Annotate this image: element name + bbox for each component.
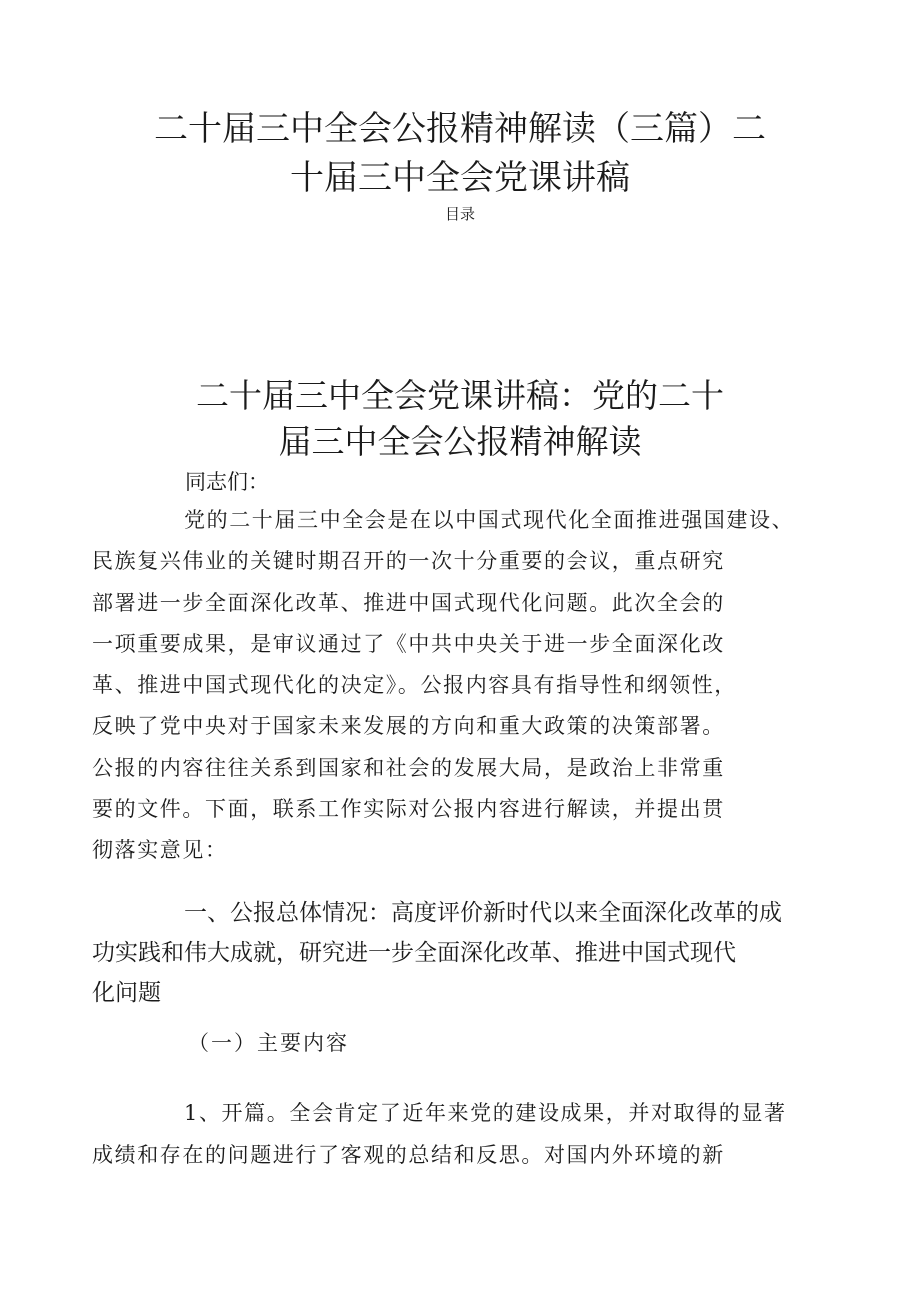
- document-title: [120, 105, 800, 203]
- paragraph-line: 彻落实意见：: [92, 838, 228, 863]
- heading-line: 化问题: [92, 980, 161, 1006]
- paragraph-line: 成绩和存在的问题进行了客观的总结和反思。对国内外环境的新: [92, 1143, 725, 1167]
- paragraph-line: 革、推进中国式现代化的决定》。公报内容具有指导性和纲领性，: [92, 673, 737, 698]
- body-paragraph: [92, 1092, 794, 1176]
- paragraph-line: 要的文件。下面，联系工作实际对公报内容进行解读，并提出贯: [92, 797, 725, 822]
- document-title-line: 十届三中全会党课讲稿: [290, 158, 630, 198]
- document-title-line: 二十届三中全会公报精神解读（三篇）二: [154, 109, 766, 149]
- table-of-contents-label: 目录: [444, 205, 475, 223]
- subsection-heading: （一）主要内容: [188, 1031, 349, 1055]
- paragraph-line: 民族复兴伟业的关键时期召开的一次十分重要的会议，重点研究: [92, 549, 725, 574]
- paragraph-line: 部署进一步全面深化改革、推进中国式现代化问题。此次全会的: [92, 590, 725, 615]
- body-paragraph: [92, 500, 795, 872]
- paragraph-line: 一项重要成果，是审议通过了《中共中央关于进一步全面深化改: [92, 631, 725, 656]
- paragraph-line: 公报的内容往往关系到国家和社会的发展大局，是政治上非常重: [92, 755, 725, 780]
- greeting: 同志们：: [185, 470, 269, 494]
- heading-line: 功实践和伟大成就，研究进一步全面深化改革、推进中国式现代: [92, 940, 736, 966]
- section-title-line: 届三中全会公报精神解读: [278, 422, 642, 461]
- paragraph-line: 1、开篇。全会肯定了近年来党的建设成果，并对取得的显著: [184, 1101, 787, 1125]
- paragraph-line: 党的二十届三中全会是在以中国式现代化全面推进强国建设、: [184, 508, 795, 532]
- heading-line: 一、公报总体情况：高度评价新时代以来全面深化改革的成: [184, 900, 782, 926]
- section-title: [160, 373, 760, 465]
- paragraph-line: 反映了党中央对于国家未来发展的方向和重大政策的决策部署。: [92, 714, 725, 739]
- section-title-line: 二十届三中全会党课讲稿：党的二十: [196, 376, 724, 415]
- section-heading: [92, 893, 794, 1013]
